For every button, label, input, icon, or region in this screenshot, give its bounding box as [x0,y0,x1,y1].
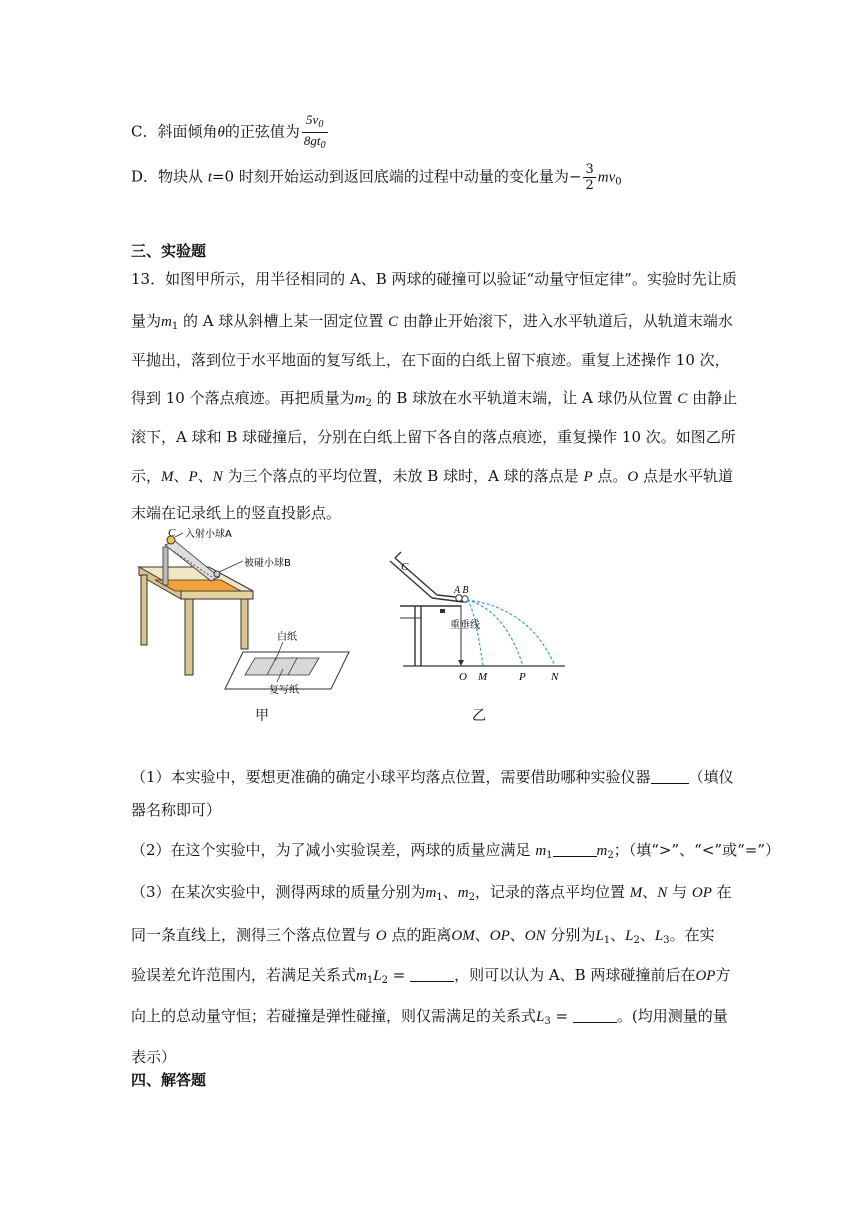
q13-line: 末端在记录纸上的竖直投影点。 [131,504,342,522]
sub3-line: （3）在某次实验中，测得两球的质量分别为$m_1$、$m_2$，记录的落点平均位置 M、N 与 OP 在 [131,883,732,903]
sub2-line: （2）在这个实验中，为了减小实验误差，两球的质量应满足 $m_1$ $m_2$；（填“>”、“<”或“=”） [131,841,780,861]
answer-blank[interactable] [651,769,689,784]
sub3-line: 向上的总动量守恒；若碰撞是弹性碰撞，则仅需满足的关系式$L_3$ = 。(均用测量的量 [131,1007,728,1027]
q13-line: 得到 10 个落点痕迹。再把质量为$m_2$ 的 B 球放在水平轨道末端，让 A 球仍从位置 C 由静止 [131,389,738,409]
label-carbon: 复写纸 [269,685,299,696]
sub3-line: 验误差允许范围内，若满足关系式$m_1L_2$ = ，则可以认为 A、B 两球碰撞前后在OP方 [131,966,731,986]
caption-yi: 乙 [472,708,486,724]
section-heading: 四、解答题 [131,1071,207,1089]
sub1-line: 器名称即可） [131,801,222,819]
q13-line: 量为$m_1$ 的 A 球从斜槽上某一固定位置 C 由静止开始滚下，进入水平轨道后，从轨道末端水 [131,312,733,332]
fraction: $\frac{5v_0}{8gt_0}$ [303,112,326,151]
answer-blank[interactable] [410,967,454,982]
answer-blank[interactable] [553,842,597,857]
option-d: D．物块从 t=0 时刻开始运动到返回底端的过程中动量的变化量为− $\frac{3}{2}$ $mv_0$ [131,162,622,193]
label-ball-a: 入射小球A [185,529,232,540]
figure-jia [131,525,361,700]
label-ball-b: 被碰小球B [244,558,291,569]
label-ab: A B [454,585,469,596]
label-plumb: 重垂线 [450,620,480,631]
section-heading: 三、实验题 [131,242,207,260]
figure-yi [375,548,575,688]
label-o: O [459,671,467,683]
label-m: M [478,671,488,683]
q13-line: 13．如图甲所示，用半径相同的 A、B 两球的碰撞可以验证“动量守恒定律”。实验时先让质 [131,270,737,288]
label-c: C [401,561,409,573]
q13-line: 示，M、P、N 为三个落点的平均位置，未放 B 球时，A 球的落点是 P 点。O 点是水平轨道 [131,467,734,485]
label-p: P [519,671,526,683]
q13-line: 平抛出，落到位于水平地面的复写纸上，在下面的白纸上留下痕迹。重复上述操作 10 次， [131,351,730,369]
fraction: $\frac{3}{2}$ [585,162,594,193]
label-n: N [551,671,559,683]
sub3-line: 表示） [131,1048,177,1066]
answer-blank[interactable] [573,1008,617,1023]
sub3-line: 同一条直线上，测得三个落点位置与 O 点的距离OM、OP、ON 分别为$L_1$、$L_2$、$L_3$。在实 [131,926,715,946]
option-c: C．斜面倾角θ的正弦值为 $\frac{5v_0}{8gt_0}$ [131,112,326,151]
caption-jia: 甲 [255,708,269,724]
label-c: C [168,527,176,539]
sub1-line: （1）本实验中，要想更准确的确定小球平均落点位置，需要借助哪种实验仪器 （填仪 [131,768,734,786]
label-paper: 白纸 [277,632,297,643]
q13-line: 滚下，A 球和 B 球碰撞后，分别在白纸上留下各自的落点痕迹，重复操作 10 次。如图乙所 [131,428,736,446]
